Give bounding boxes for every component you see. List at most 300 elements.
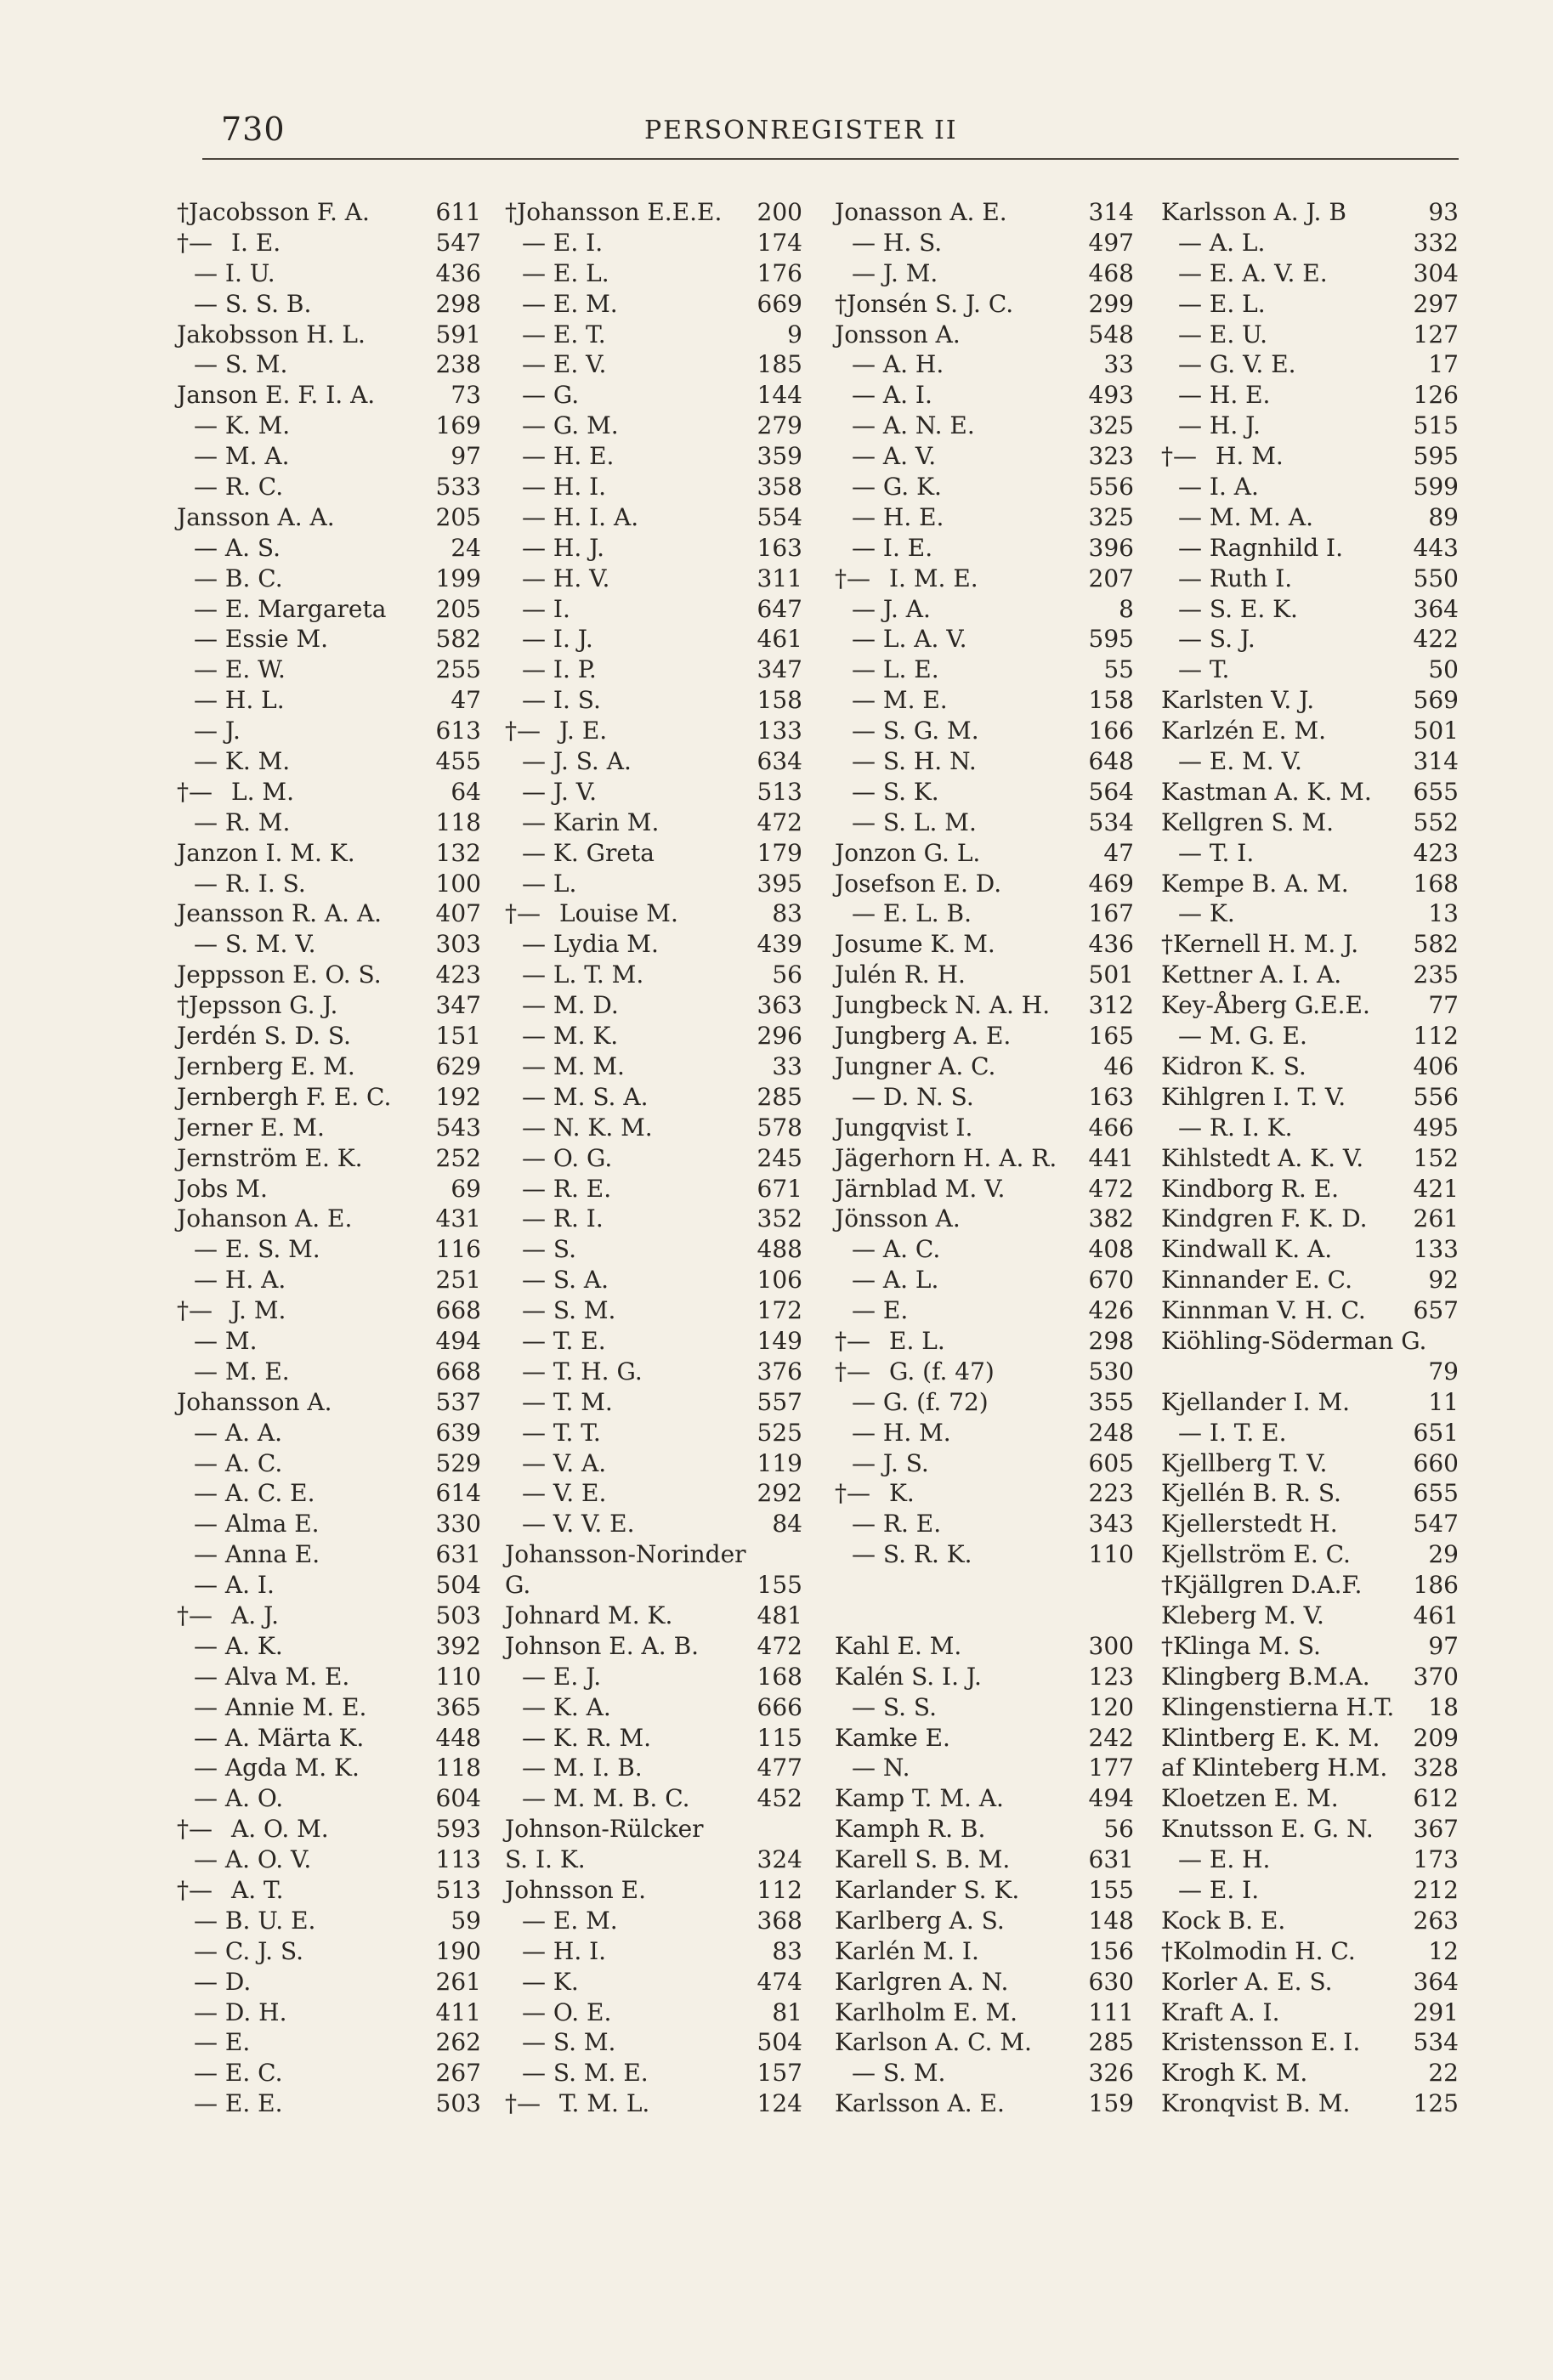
index-entry	[1161, 1844, 1459, 1875]
entry-name: — T. I.	[1178, 838, 1255, 867]
entry-name: †Johansson E.E.E.	[505, 198, 723, 226]
index-column-4	[1161, 197, 1459, 2119]
index-entry	[835, 1051, 1134, 1082]
entry-name: — J.	[194, 717, 241, 745]
index-entry	[835, 1478, 1134, 1509]
entry-name: — M. M.	[522, 1051, 625, 1080]
entry-page-ref: 199	[435, 564, 481, 592]
entry-page-ref: 133	[1413, 1235, 1459, 1264]
deceased-dagger-icon: †—	[505, 717, 541, 745]
entry-page-ref: 343	[1088, 1510, 1134, 1538]
entry-name: Kleberg M. V.	[1161, 1601, 1324, 1629]
entry-name: Johnson-Rülcker	[505, 1815, 704, 1844]
entry-page-ref: 165	[1088, 1022, 1134, 1051]
entry-page-ref: 89	[1428, 502, 1459, 531]
index-entry	[177, 289, 481, 320]
index-entry	[177, 1295, 481, 1326]
index-entry	[835, 1783, 1134, 1814]
entry-page-ref: 547	[1413, 1510, 1459, 1538]
entry-name: — E. J.	[522, 1662, 602, 1691]
entry-page-ref: 533	[435, 473, 481, 502]
index-column-3	[835, 197, 1134, 2119]
entry-name: Jungbeck N. A. H.	[835, 991, 1051, 1020]
index-entry	[835, 1387, 1134, 1418]
entry-name: — K.	[1178, 899, 1235, 928]
index-entry	[835, 1509, 1134, 1539]
entry-page-ref: 631	[1088, 1845, 1134, 1874]
entry-name: — A. O.	[194, 1784, 284, 1813]
index-entry	[1161, 654, 1459, 685]
entry-name: — E. I.	[1178, 1875, 1260, 1904]
entry-page-ref: 534	[1088, 808, 1134, 836]
entry-name: — E. M. V.	[1178, 747, 1302, 776]
entry-page-ref: 18	[1428, 1692, 1459, 1721]
entry-page-ref: 152	[1413, 1143, 1459, 1172]
entry-page-ref: 599	[1413, 473, 1459, 502]
index-entry	[505, 2058, 802, 2088]
index-entry	[835, 502, 1134, 533]
entry-name: A. T.	[231, 1875, 284, 1904]
index-entry	[835, 1418, 1134, 1448]
entry-name: †Kolmodin H. C.	[1161, 1936, 1356, 1965]
entry-page-ref: 93	[1428, 198, 1459, 226]
index-entry	[505, 472, 802, 502]
deceased-dagger-icon: †—	[177, 1601, 213, 1629]
index-entry	[835, 777, 1134, 808]
entry-name: — G. V. E.	[1178, 350, 1296, 379]
entry-name: — E. U.	[1178, 320, 1268, 348]
index-entry	[1161, 1601, 1459, 1631]
entry-name: — H. V.	[522, 564, 610, 592]
index-entry	[1161, 1204, 1459, 1234]
entry-name: Knutsson E. G. N.	[1161, 1815, 1374, 1844]
entry-page-ref: 529	[435, 1448, 481, 1477]
index-entry	[505, 1478, 802, 1509]
page-header	[202, 110, 1459, 160]
entry-page-ref: 168	[757, 1662, 802, 1691]
index-entry	[1161, 808, 1459, 838]
entry-name: — S. E. K.	[1178, 594, 1298, 623]
index-entry	[505, 1814, 802, 1844]
entry-name: Janzon I. M. K.	[177, 838, 355, 867]
index-entry	[505, 349, 802, 380]
entry-page-ref: 33	[772, 1051, 802, 1080]
entry-page-ref: 639	[435, 1418, 481, 1447]
deceased-dagger-icon: †—	[835, 1357, 870, 1386]
entry-page-ref: 298	[1088, 1326, 1134, 1355]
index-entry	[505, 197, 802, 228]
entry-name: Janson E. F. I. A.	[177, 381, 376, 410]
entry-name: — R. E.	[852, 1510, 942, 1538]
entry-page-ref: 591	[435, 320, 481, 348]
entry-name: — K. M.	[194, 411, 291, 440]
index-entry	[835, 2058, 1134, 2088]
entry-page-ref: 179	[757, 838, 802, 867]
entry-name: L. M.	[231, 777, 294, 806]
index-entry	[505, 533, 802, 564]
entry-page-ref: 285	[1088, 2028, 1134, 2057]
index-entry	[835, 685, 1134, 716]
entry-name: Kraft A. I.	[1161, 1998, 1280, 2026]
entry-name: — E.	[852, 1296, 909, 1325]
entry-page-ref: 629	[435, 1051, 481, 1080]
entry-name: Kahl E. M.	[835, 1631, 962, 1660]
entry-name: Jernberg E. M.	[177, 1051, 355, 1080]
index-entry	[1161, 564, 1459, 594]
entry-page-ref: 207	[1088, 564, 1134, 592]
entry-page-ref: 612	[1413, 1784, 1459, 1813]
entry-name: — S. M.	[522, 2028, 616, 2057]
entry-page-ref: 634	[757, 747, 802, 776]
entry-name: — A. C.	[852, 1235, 941, 1264]
entry-name: — V. A.	[522, 1448, 607, 1477]
entry-name: — R. I. S.	[194, 869, 306, 898]
entry-name: — K. A.	[522, 1692, 611, 1721]
index-entry	[177, 898, 481, 929]
entry-page-ref: 497	[1088, 228, 1134, 257]
entry-name: Jonzon G. L.	[835, 838, 981, 867]
entry-page-ref: 557	[757, 1387, 802, 1416]
index-entry	[505, 380, 802, 411]
entry-name: — B. C.	[194, 564, 283, 592]
index-entry	[505, 1387, 802, 1418]
index-entry	[177, 1021, 481, 1051]
entry-page-ref: 205	[435, 502, 481, 531]
entry-page-ref: 47	[1103, 838, 1134, 867]
entry-page-ref: 525	[757, 1418, 802, 1447]
index-entry	[177, 1326, 481, 1357]
entry-name: Kamp T. M. A.	[835, 1784, 1004, 1813]
index-entry	[505, 2027, 802, 2058]
entry-page-ref: 504	[435, 1571, 481, 1600]
entry-page-ref: 125	[1413, 2089, 1459, 2118]
entry-name: Karlberg A. S.	[835, 1906, 1005, 1935]
entry-page-ref: 347	[435, 991, 481, 1020]
index-entry	[177, 869, 481, 899]
index-entry	[177, 1478, 481, 1509]
index-entry	[1161, 258, 1459, 289]
index-entry	[1161, 777, 1459, 808]
running-title: PERSONREGISTER II	[644, 116, 958, 145]
index-entry	[1161, 1265, 1459, 1295]
entry-page-ref: 166	[1088, 717, 1134, 745]
entry-page-ref: 8	[1119, 594, 1134, 623]
entry-name: — E. L. B.	[852, 899, 972, 928]
entry-name: — H. M.	[852, 1418, 951, 1447]
entry-name: I. M. E.	[889, 564, 978, 592]
entry-name: — S. M.	[852, 2059, 946, 2088]
entry-name: Kindwall K. A.	[1161, 1235, 1333, 1264]
index-entry	[177, 808, 481, 838]
entry-page-ref: 655	[1413, 1479, 1459, 1508]
entry-page-ref: 83	[772, 1936, 802, 1965]
entry-name: — E. Margareta	[194, 594, 387, 623]
entry-name: Karlsten V. J.	[1161, 686, 1315, 715]
index-entry	[1161, 472, 1459, 502]
entry-page-ref: 119	[757, 1448, 802, 1477]
entry-name: — M. K.	[522, 1022, 619, 1051]
entry-name: †Klinga M. S.	[1161, 1631, 1321, 1660]
entry-page-ref: 406	[1413, 1051, 1459, 1080]
entry-name: — M. M. B. C.	[522, 1784, 690, 1813]
entry-page-ref: 158	[757, 686, 802, 715]
entry-name: Kjellerstedt H.	[1161, 1510, 1338, 1538]
index-entry	[177, 502, 481, 533]
entry-name: — A. I.	[194, 1571, 275, 1600]
entry-name: — G. K.	[852, 473, 942, 502]
entry-name: — H. E.	[522, 442, 615, 471]
index-entry	[177, 411, 481, 441]
index-entry	[835, 1204, 1134, 1234]
entry-page-ref: 111	[1088, 1998, 1134, 2026]
index-entry	[835, 1448, 1134, 1479]
index-entry	[1161, 2058, 1459, 2088]
entry-name: Karlgren A. N.	[835, 1967, 1009, 1996]
entry-page-ref: 392	[435, 1631, 481, 1660]
index-entry	[177, 1387, 481, 1418]
entry-page-ref: 163	[757, 533, 802, 562]
index-entry	[1161, 1357, 1459, 1387]
index-entry	[1161, 929, 1459, 960]
entry-page-ref: 376	[757, 1357, 802, 1386]
entry-name: — H. L.	[194, 686, 285, 715]
entry-name: Järnblad M. V.	[835, 1174, 1006, 1203]
entry-page-ref: 242	[1088, 1723, 1134, 1752]
index-entry	[505, 1753, 802, 1783]
index-entry	[835, 594, 1134, 625]
index-entry	[505, 1601, 802, 1631]
entry-name: — R. C.	[194, 473, 284, 502]
entry-page-ref: 212	[1413, 1875, 1459, 1904]
index-entry	[835, 1326, 1134, 1357]
entry-name: — E.	[194, 2028, 251, 2057]
entry-name: Karlzén E. M.	[1161, 717, 1327, 745]
entry-name: — A. L.	[852, 1266, 939, 1295]
index-entry	[505, 746, 802, 777]
index-entry	[177, 1936, 481, 1967]
entry-page-ref: 299	[1088, 289, 1134, 318]
index-entry	[835, 1357, 1134, 1387]
entry-page-ref: 285	[757, 1082, 802, 1111]
index-entry	[177, 1875, 481, 1906]
entry-page-ref: 64	[451, 777, 481, 806]
index-entry	[1161, 502, 1459, 533]
entry-page-ref: 300	[1088, 1631, 1134, 1660]
entry-page-ref: 474	[757, 1967, 802, 1996]
index-entry	[505, 1113, 802, 1143]
index-entry	[835, 1265, 1134, 1295]
index-entry	[505, 1662, 802, 1692]
entry-page-ref: 12	[1428, 1936, 1459, 1965]
entry-name: — S. G. M.	[852, 717, 979, 745]
entry-name: — K. Greta	[522, 838, 655, 867]
index-entry	[1161, 533, 1459, 564]
entry-page-ref: 56	[772, 960, 802, 989]
entry-name: G.	[505, 1571, 531, 1600]
entry-name: — H. E.	[852, 502, 944, 531]
index-entry	[505, 1875, 802, 1906]
index-entry	[505, 1906, 802, 1936]
entry-name: — I. J.	[522, 625, 593, 654]
entry-name: Key-Åberg G.E.E.	[1161, 991, 1370, 1020]
index-entry	[835, 960, 1134, 990]
index-entry	[177, 2027, 481, 2058]
entry-name: G. (f. 47)	[889, 1357, 995, 1386]
entry-name: — J. A.	[852, 594, 931, 623]
entry-page-ref: 149	[757, 1326, 802, 1355]
entry-page-ref: 118	[435, 808, 481, 836]
entry-page-ref: 582	[1413, 930, 1459, 959]
entry-page-ref: 311	[757, 564, 802, 592]
entry-name: — J. S.	[852, 1448, 929, 1477]
index-entry	[1161, 441, 1459, 472]
entry-name: †Kjällgren D.A.F.	[1161, 1571, 1363, 1600]
entry-name: Jernström E. K.	[177, 1143, 363, 1172]
index-entry	[177, 2088, 481, 2119]
entry-name: S. I. K.	[505, 1845, 586, 1874]
entry-name: — S. S. B.	[194, 289, 312, 318]
entry-name: — T. H. G.	[522, 1357, 643, 1386]
entry-name: — M.	[194, 1326, 258, 1355]
index-entry	[1161, 1448, 1459, 1479]
index-entry	[505, 1357, 802, 1387]
deceased-dagger-icon: †—	[835, 1479, 870, 1508]
entry-name: — I. T. E.	[1178, 1418, 1287, 1447]
entry-name: — G.	[522, 381, 580, 410]
entry-name: — E. V.	[522, 350, 607, 379]
index-entry	[505, 1418, 802, 1448]
entry-name: — M. E.	[194, 1357, 290, 1386]
index-entry	[177, 777, 481, 808]
entry-page-ref: 493	[1088, 381, 1134, 410]
index-entry	[177, 258, 481, 289]
index-entry	[177, 1662, 481, 1692]
entry-page-ref: 235	[1413, 960, 1459, 989]
entry-page-ref: 132	[435, 838, 481, 867]
entry-name: Kjellander I. M.	[1161, 1387, 1351, 1416]
entry-name: — I. U.	[194, 258, 275, 287]
index-entry	[177, 1539, 481, 1570]
entry-page-ref: 355	[1088, 1387, 1134, 1416]
index-entry	[177, 1783, 481, 1814]
index-entry	[177, 1357, 481, 1387]
entry-name: Kinnander E. C.	[1161, 1266, 1353, 1295]
index-entry	[1161, 1143, 1459, 1174]
index-entry	[835, 1936, 1134, 1967]
entry-name: Kihlstedt A. K. V.	[1161, 1143, 1364, 1172]
entry-page-ref: 423	[1413, 838, 1459, 867]
index-entry	[1161, 1418, 1459, 1448]
entry-page-ref: 324	[757, 1845, 802, 1874]
entry-page-ref: 367	[1413, 1815, 1459, 1844]
entry-page-ref: 185	[757, 350, 802, 379]
entry-name: — M. E.	[852, 686, 948, 715]
index-entry	[177, 1601, 481, 1631]
entry-name: — S. S.	[852, 1692, 937, 1721]
entry-page-ref: 158	[1088, 686, 1134, 715]
entry-page-ref: 168	[1413, 869, 1459, 898]
index-entry	[835, 869, 1134, 899]
index-entry	[177, 349, 481, 380]
index-entry	[1161, 349, 1459, 380]
index-entry	[1161, 1509, 1459, 1539]
index-entry	[835, 411, 1134, 441]
index-entry	[505, 564, 802, 594]
entry-name: — D. H.	[194, 1998, 287, 2026]
entry-name: J. E.	[559, 717, 608, 745]
entry-name: Kidron K. S.	[1161, 1051, 1306, 1080]
entry-name: — L. T. M.	[522, 960, 644, 989]
entry-page-ref: 515	[1413, 411, 1459, 440]
entry-name: Karell S. B. M.	[835, 1845, 1011, 1874]
entry-page-ref: 605	[1088, 1448, 1134, 1477]
entry-name: Kronqvist B. M.	[1161, 2089, 1351, 2118]
index-entry	[505, 654, 802, 685]
entry-page-ref: 261	[435, 1967, 481, 1996]
entry-page-ref: 370	[1413, 1662, 1459, 1691]
index-entry	[1161, 898, 1459, 929]
index-entry	[177, 1967, 481, 1998]
entry-page-ref: 176	[757, 258, 802, 287]
entry-page-ref: 455	[435, 747, 481, 776]
index-entry	[505, 502, 802, 533]
index-entry	[505, 1723, 802, 1754]
entry-name: — M. S. A.	[522, 1082, 649, 1111]
index-entry	[1161, 1174, 1459, 1204]
entry-page-ref: 326	[1088, 2059, 1134, 2088]
index-entry	[835, 1692, 1134, 1723]
index-entry	[505, 1509, 802, 1539]
index-entry	[1161, 838, 1459, 869]
entry-page-ref: 614	[435, 1479, 481, 1508]
entry-name: — A. S.	[194, 533, 281, 562]
entry-name: — A. I.	[852, 381, 932, 410]
entry-name: — S. K.	[852, 777, 939, 806]
entry-name: af Klinteberg H.M.	[1161, 1754, 1388, 1782]
entry-page-ref: 604	[435, 1784, 481, 1813]
entry-page-ref: 364	[1413, 1967, 1459, 1996]
entry-name: — I. E.	[852, 533, 933, 562]
entry-page-ref: 468	[1088, 258, 1134, 287]
entry-page-ref: 595	[1413, 442, 1459, 471]
entry-name: Klingberg B.M.A.	[1161, 1662, 1370, 1691]
entry-page-ref: 554	[757, 502, 802, 531]
index-entry	[1161, 1051, 1459, 1082]
index-entry	[835, 746, 1134, 777]
entry-page-ref: 323	[1088, 442, 1134, 471]
entry-page-ref: 501	[1413, 717, 1459, 745]
entry-page-ref: 245	[757, 1143, 802, 1172]
index-entry	[835, 289, 1134, 320]
index-entry	[505, 1265, 802, 1295]
index-entry	[177, 1265, 481, 1295]
entry-name: Karlén M. I.	[835, 1936, 979, 1965]
index-entry	[177, 654, 481, 685]
entry-name: — V. E.	[522, 1479, 607, 1508]
entry-name: — S. M.	[522, 1296, 616, 1325]
index-entry	[505, 1051, 802, 1082]
index-column-1	[177, 197, 481, 2119]
entry-page-ref: 441	[1088, 1143, 1134, 1172]
entry-page-ref: 537	[435, 1387, 481, 1416]
index-entry	[505, 1692, 802, 1723]
index-entry	[835, 228, 1134, 258]
entry-name: — A. K.	[194, 1631, 283, 1660]
index-entry	[177, 533, 481, 564]
entry-page-ref: 163	[1088, 1082, 1134, 1111]
entry-name: — H. I.	[522, 473, 607, 502]
index-entry	[1161, 1753, 1459, 1783]
